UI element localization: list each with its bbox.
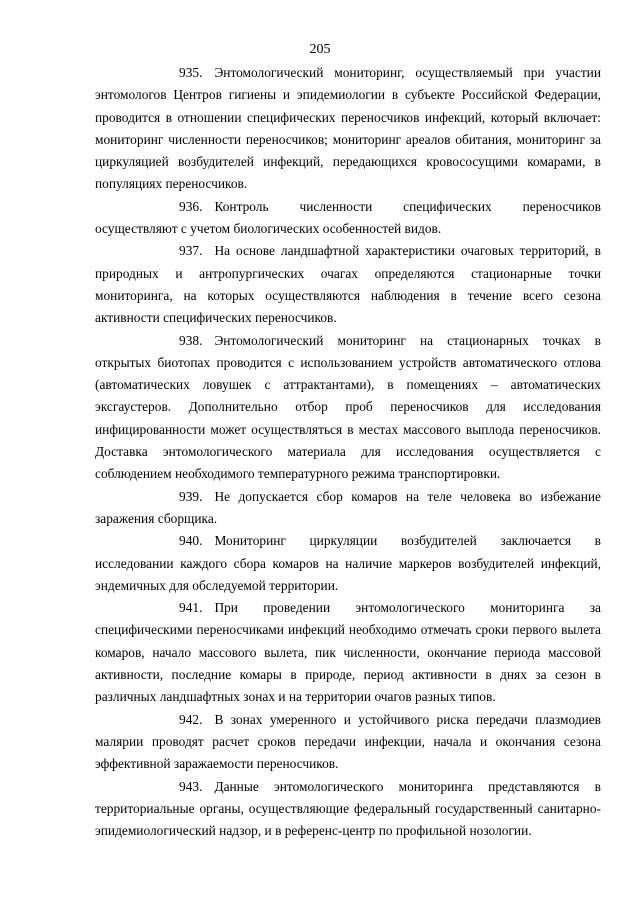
paragraph-number: 936. bbox=[179, 198, 203, 214]
page-number: 205 bbox=[309, 42, 331, 57]
paragraph-text: В зонах умеренного и устойчивого риска передачи плазмодиев малярии проводят расчет сроков передачи инфекции, начала и окончания сезона эффективной заражаемости переносчиков. bbox=[95, 711, 601, 772]
paragraph-text: На основе ландшафтной характеристики очаговых территорий, в природных и антропургических очагах определяются стационарные точки мониторинга, на которых осуществляются наблюдения в течение всего сезона активности специфических переносчиков. bbox=[95, 243, 601, 326]
paragraph-939 bbox=[95, 486, 601, 531]
paragraph-text: Мониторинг циркуляции возбудителей заключается в исследовании каждого сбора комаров на наличие маркеров возбудителей инфекций, эндемичных для обследуемой территории. bbox=[95, 533, 601, 593]
paragraph-number: 937. bbox=[179, 243, 203, 259]
paragraph-text: Энтомологический мониторинг на стационарных точках в открытых биотопах проводится с использованием устройств автоматического отлова (автоматических ловушек с аттрактантами), в помещениях – автоматических эксгаустеров. Дополнительно отбор проб переносчиков для исследования инфицированности может осуществляться в местах массового выплода переносчиков. Доставка энтомологического материала для исследования осуществляется с соблюдением необходимого температурного режима транспортировки. bbox=[95, 332, 601, 482]
document-body bbox=[95, 62, 601, 842]
paragraph-text: Энтомологический мониторинг, осуществляемый при участии энтомологов Центров гигиены и эпидемиологии в субъекте Российской Федерации, проводится в отношении специфических переносчиков инфекций, который включает: мониторинг численности переносчиков; мониторинг ареалов обитания, мониторинг за циркуляцией возбудителей инфекций, передающихся кровососущими комарами, в популяциях переносчиков. bbox=[95, 65, 601, 192]
paragraph-number: 942. bbox=[179, 711, 203, 727]
paragraph-935 bbox=[95, 62, 601, 196]
paragraph-number: 943. bbox=[179, 778, 203, 794]
paragraph-938 bbox=[95, 330, 601, 486]
paragraph-text: Данные энтомологического мониторинга представляются в территориальные органы, осуществляющие федеральный государственный санитарно-эпидемиологический надзор, и в референс-центр по профильной нозологии. bbox=[95, 778, 601, 839]
paragraph-937 bbox=[95, 240, 601, 329]
paragraph-number: 940. bbox=[179, 533, 203, 549]
paragraph-text: Не допускается сбор комаров на теле человека во избежание заражения сборщика. bbox=[95, 488, 601, 526]
paragraph-940 bbox=[95, 530, 601, 597]
paragraph-number: 935. bbox=[179, 65, 203, 80]
paragraph-text: При проведении энтомологического мониторинга за специфическими переносчиками инфекций необходимо отмечать сроки первого вылета комаров, начало массового вылета, пик численности, окончание периода массовой активности, последние комары в природе, период активности в днях за сезон в различных ландшафтных зонах и на территории очагов разных типов. bbox=[95, 600, 601, 705]
paragraph-936 bbox=[95, 196, 601, 241]
paragraph-943 bbox=[95, 776, 601, 843]
paragraph-text: Контроль численности специфических переносчиков осуществляют с учетом биологических особенностей видов. bbox=[95, 198, 601, 237]
paragraph-number: 938. bbox=[179, 332, 203, 348]
paragraph-number: 939. bbox=[179, 488, 203, 504]
paragraph-941 bbox=[95, 597, 601, 708]
paragraph-942 bbox=[95, 709, 601, 776]
paragraph-number: 941. bbox=[179, 600, 203, 616]
